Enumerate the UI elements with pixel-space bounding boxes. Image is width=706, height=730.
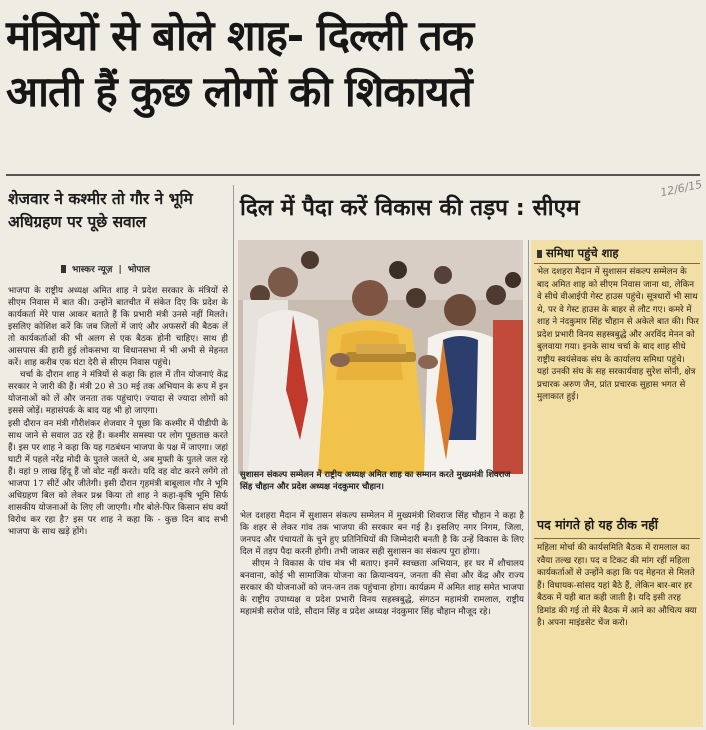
headline-divider <box>6 174 700 176</box>
side-rule-1 <box>534 263 700 264</box>
headline-line-1: मंत्रियों से बोले शाह- दिल्ली तक <box>6 11 474 60</box>
middle-story-body <box>240 510 524 722</box>
side-heading-marker <box>537 250 542 258</box>
handwritten-date: 12/6/15 <box>659 177 704 200</box>
left-subheading: शेजवार ने कश्मीर तो गौर ने भूमि अधिग्रहण पर पूछे सवाल <box>8 190 193 231</box>
middle-paragraph-1: भेल दशहरा मैदान में सुशासन संकल्प सम्मेलन में मुख्यमंत्री शिवराज सिंह चौहान ने कहा है कि शहर से लेकर गांव तक भाजपा की सरकार बन गई है। इसलिए नगर निगम, जिला, जनपद और पंचायतों के चुने हुए प्रतिनिधियों की जिम्मेदारी बनती है कि उन्हें विकास के लिए दिल में तड़प पैदा करनी होगी। तभी जाकर सही सुशासन का संकल्प पूरा होगा। <box>240 511 524 558</box>
column-divider-1 <box>233 185 234 725</box>
side-rule-2 <box>534 538 700 539</box>
photo-illustration <box>238 240 523 474</box>
middle-paragraph-2: सीएम ने विकास के पांच मंत्र भी बताए। इनमें स्वच्छता अभियान, हर घर में शौचालय बनवाना, कोई भी सामाजिक योजना का क्रियान्वयन, जनता की सेवा और केंद्र और राज्य सरकार की योजनाओं को जन-जन तक पहुंचाना होगा। कार्यक्रम में अमित शाह समेत भाजपा के राष्ट्रीय उपाध्यक्ष व प्रदेश प्रभारी विनय सहस्त्रबुद्धे, संगठन महामंत्री रामलाल, राष्ट्रीय महामंत्री सरोज पांडे, सौदान सिंह व प्रदेश अध्यक्ष नंदकुमार सिंह चौहान मौजूद रहे। <box>240 559 524 618</box>
left-paragraph-1: भाजपा के राष्ट्रीय अध्यक्ष अमित शाह ने प्रदेश सरकार के मंत्रियों से सीएम निवास में बात की। उन्होंने बातचीत में संकेत दिए कि प्रदेश के कार्यकर्ता मेरे पास आकर बताते हैं कि प्रभारी मंत्री उनसे नहीं मिलते। इसलिए कोशिश करें कि जब जिलों में जाएं और अफसरों की बैठक लें तो कार्यकर्ताओं की भी अलग से एक बैठक होनी चाहिए। साथ ही आसपास की हारी हुई लोकसभा या विधानसभा में भी अभी से मेहनत करें। शाह करीब एक घंटा देरी से सीएम निवास पहुंचे। <box>8 286 228 369</box>
headline-line-2: आती हैं कुछ लोगों की शिकायतें <box>6 67 472 116</box>
left-story-body <box>8 285 228 725</box>
column-divider-2 <box>528 240 529 725</box>
side-text-2: महिला मोर्चा की कार्यसमिति बैठक में रामलाल का रवैया तल्ख रहा। पद व टिकट की मांग रहीं महिला कार्यकर्ताओं से उन्होंने कहा कि पद मेहनत से मिलते हैं। विधायक-सांसद यहां बैठे हैं, लेकिन बार-बार हर बैठक में यही बात कही जाती है। यदि इसी तरह डिमांड की गई तो मेरे बैठक में आने का औचित्य क्या है। अपना माइंडसेट चेंज करो। <box>537 543 697 628</box>
byline: भास्कर न्यूज़ | भोपाल <box>58 262 153 275</box>
side-heading-1-text: समिधा पहुंचे शाह <box>546 246 619 260</box>
photo-caption: सुशासन संकल्प सम्मेलन में राष्ट्रीय अध्यक्ष अमित शाह का सम्मान करते मुख्यमंत्री शिवराज सिंह चौहान और प्रदेश अध्यक्ष नंदकुमार चौहान। <box>240 469 511 491</box>
left-paragraph-3: इसी दौरान वन मंत्री गौरीशंकर शेजवार ने पूछा कि कश्मीर में पीडीपी के साथ जाने से सवाल उठ रहे हैं। कश्मीर समस्या पर लोग पूछताछ करते हैं। इस पर शाह ने कहा कि यह गठबंधन भाजपा के पक्ष में जाएगा। जहां घाटी में पहले नरेंद्र मोदी के पुतले जलते थे, अब मुफ्ती के पुतले जल रहे हैं। वहां 9 लाख हिंदू हैं जो वोट नहीं करते। यदि वह वोट करने लगेंगे तो भाजपा 17 सीटें और जीतेगी। इसी दौरान गृहमंत्री बाबूलाल गौर ने भूमि अधिग्रहण बिल को लेकर प्रश्न किया तो शाह ने कहा-कृषि भूमि सिर्फ शासकीय योजनाओं के लिए ली जाएगी। गौर बोले-फिर किसान संघ क्यों विरोध कर रहा है? इस पर शाह ने कहा कि - कुछ दिन बाद सभी भाजपा के साथ खड़े होंगे। <box>8 418 228 537</box>
byline-source: भास्कर न्यूज़ <box>72 265 113 275</box>
byline-marker <box>61 265 66 273</box>
side-heading-2: पद मांगते हो यह ठीक नहीं <box>537 517 659 532</box>
side-text-1: भेल दशहरा मैदान में सुशासन संकल्प सम्मेलन के बाद अमित शाह को सीएम निवास जाना था, लेकिन वे सीधे वीआईपी गेस्ट हाउस पहुंचे। सूत्रधारों भी साथ थे, पर वे गेस्ट हाउस के बाहर से लौट गए। कमरे में शाह ने नंदकुमार सिंह चौहान से अकेले बात की। फिर प्रदेश प्रभारी विनय सहस्त्रबुद्धे और अरविंद मेनन को बुलवाया गया। इनके साथ चर्चा के बाद शाह सीधे राष्ट्रीय स्वयंसेवक संघ के कार्यालय समिधा पहुंचे। यहां उनकी संघ के सह सरकार्यवाह सुरेश सोनी, क्षेत्र प्रचारक अरुण जैन, प्रांत प्रचारक सुहास भगत से मुलाकात हुई। <box>537 267 699 402</box>
main-headline <box>6 8 700 120</box>
byline-place: भोपाल <box>127 265 150 275</box>
event-photo <box>238 240 523 474</box>
side-heading-1 <box>531 244 703 262</box>
middle-headline: दिल में पैदा करें विकास की तड़प : सीएम <box>240 195 580 221</box>
left-paragraph-2: चर्चा के दौरान शाह ने मंत्रियों से कहा कि हाल में तीन योजनाएं केंद्र सरकार ने जारी की हैं। मंत्री 20 से 30 मई तक अभियान के रूप में इन योजनाओं को लें और जनता तक पहुंचाएं। ज्यादा से ज्यादा लोगों को इससे जोड़ें। महासंपर्क के बाद यह भी हो जाएगा। <box>8 370 228 417</box>
